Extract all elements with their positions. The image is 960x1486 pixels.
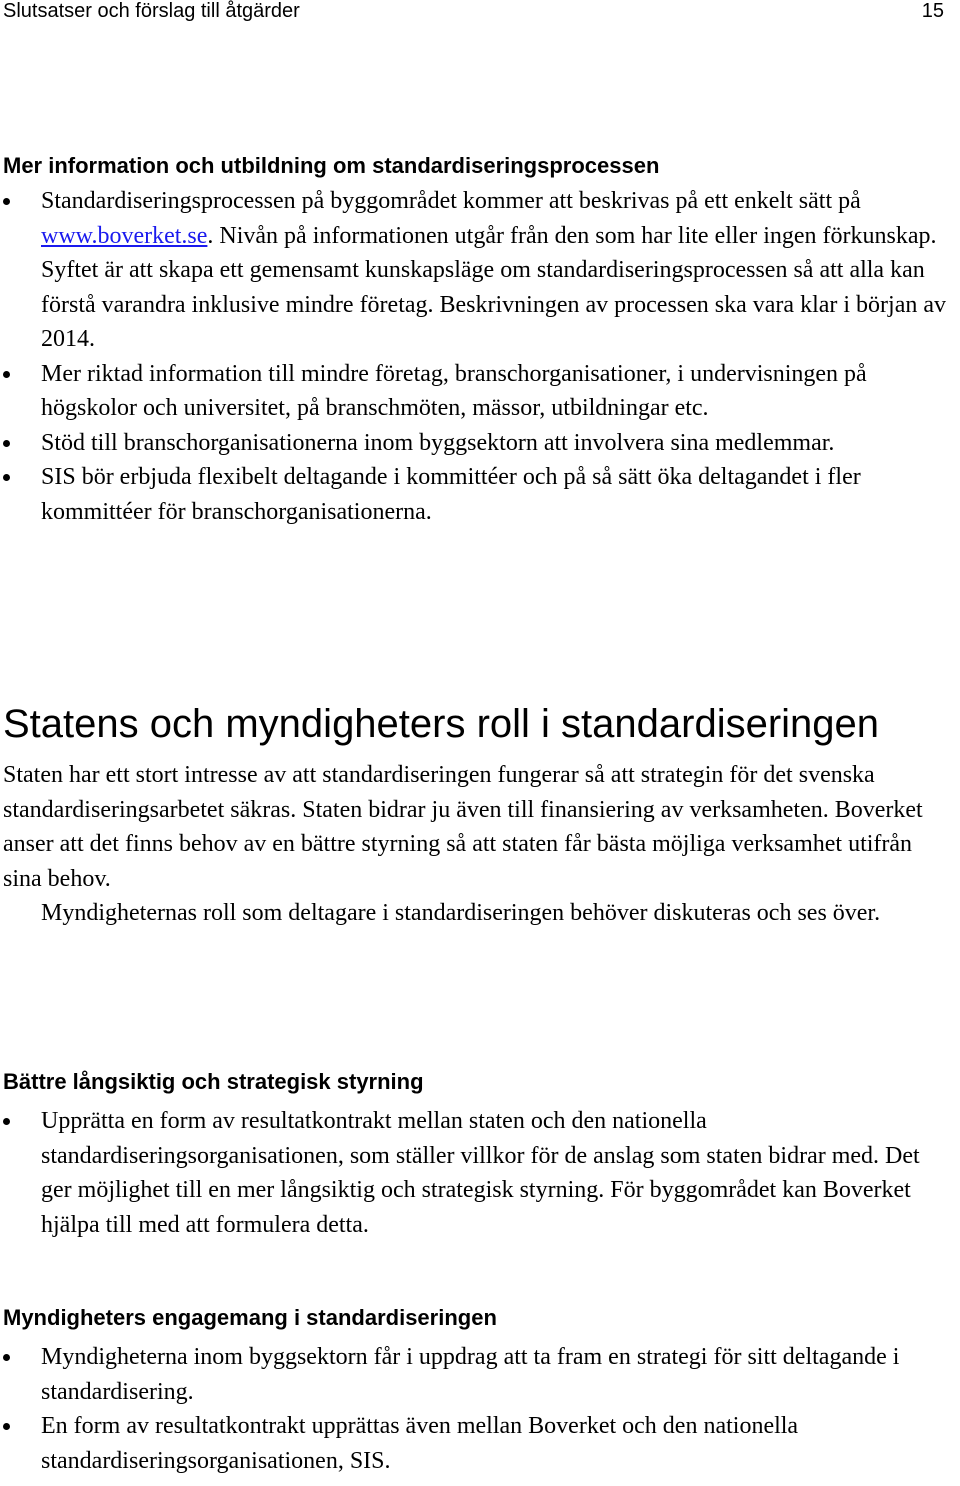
bullet-text: Upprätta en form av resultatkontrakt mellan staten och den nationella standardiseringsorganisationen, som ställer villkor för de anslag som staten bidrar med. Det ger möjlighet till en mer långsiktig och strategisk styrning. För byggområdet kan Boverket hjälpa till med att formulera detta. xyxy=(41,1108,920,1238)
section-more-information xyxy=(3,152,952,529)
page-number: 15 xyxy=(921,0,944,22)
bullet-text: SIS bör erbjuda flexibelt deltagande i kommittéer och på så sätt öka deltagandet i fler kommittéer för branschorganisationerna. xyxy=(41,464,861,525)
bullet-icon xyxy=(3,440,10,447)
bullet-list xyxy=(3,1104,952,1242)
bullet-text: Myndigheterna inom byggsektorn får i uppdrag att ta fram en strategi för sitt deltagande i standardisering. xyxy=(41,1344,900,1405)
chapter-state-role xyxy=(3,698,952,931)
section-heading: Bättre långsiktig och strategisk styrning xyxy=(3,1069,424,1094)
bullet-text: Mer riktad information till mindre företag, branschorganisationer, i undervisningen på högskolor och universitet, på branschmöten, mässor, utbildningar etc. xyxy=(41,360,867,421)
section-long-term-steering xyxy=(3,1068,952,1242)
list-item xyxy=(3,1340,952,1409)
list-item xyxy=(3,1104,952,1242)
bullet-icon xyxy=(3,198,10,205)
bullet-icon xyxy=(3,1118,10,1125)
bullet-text-start: Standardiseringsprocessen på byggområdet kommer att beskrivas på ett enkelt sätt på xyxy=(41,188,861,214)
running-title: Slutsatser och förslag till åtgärder xyxy=(3,0,300,22)
bullet-icon xyxy=(3,474,10,481)
bullet-list xyxy=(3,1340,952,1478)
paragraph: Staten har ett stort intresse av att standardiseringen fungerar så att strategin för det svenska standardiseringsarbetet säkras. Staten bidrar ju även till finansiering av verksamheten. Boverket anser att det finns behov av en bättre styrning så att staten får bästa möjliga verksamhet utifrån sina behov. xyxy=(3,762,923,892)
list-item xyxy=(3,1409,952,1478)
list-item xyxy=(3,357,952,426)
list-item xyxy=(3,460,952,529)
bullet-text: Stöd till branschorganisationerna inom byggsektorn att involvera sina medlemmar. xyxy=(41,429,835,456)
boverket-link[interactable]: www.boverket.se xyxy=(41,222,208,249)
section-heading: Myndigheters engagemang i standardiseringen xyxy=(3,1305,497,1330)
section-authority-engagement xyxy=(3,1304,952,1478)
bullet-icon xyxy=(3,1354,10,1361)
list-item xyxy=(3,184,952,357)
list-item xyxy=(3,426,952,461)
section-heading: Mer information och utbildning om standardiseringsprocessen xyxy=(3,153,660,178)
chapter-heading: Statens och myndigheters roll i standardiseringen xyxy=(3,702,880,746)
bullet-list xyxy=(3,184,952,529)
bullet-text-end: . Nivån på informationen utgår från den som har lite eller ingen förkunskap. Syftet är att skapa ett gemensamt kunskapsläge om standardiseringsprocessen så att alla kan förstå varandra inklusive mindre företag. Beskrivningen av processen ska vara klar i början av 2014. xyxy=(41,222,947,352)
bullet-icon xyxy=(3,1423,10,1430)
bullet-text: En form av resultatkontrakt upprättas även mellan Boverket och den nationella standardiseringsorganisationen, SIS. xyxy=(41,1413,799,1474)
bullet-icon xyxy=(3,371,10,378)
running-header xyxy=(3,0,944,24)
paragraph: Myndigheternas roll som deltagare i standardiseringen behöver diskuteras och ses över. xyxy=(41,900,881,926)
